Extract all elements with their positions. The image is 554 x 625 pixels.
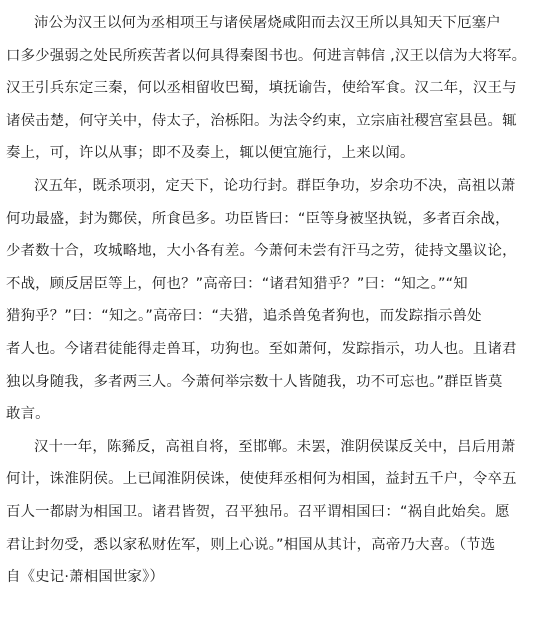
text-line: 汉王引兵东定三秦，何以丞相留收巴蜀，填抚谕告，使给军食。汉二年，汉王与 (6, 80, 517, 97)
text-line: 汉五年，既杀项羽，定天下，论功行封。群臣争功，岁余功不决，高祖以萧 (34, 177, 516, 194)
text-line: 自《史记·萧相国世家》） (6, 569, 165, 586)
paragraph-1 (6, 7, 546, 170)
paragraph-2 (6, 170, 546, 431)
text-line: 汉十一年，陈豨反，高祖自将，至邯郸。未罢，淮阴侯谋反关中，吕后用萧 (34, 438, 516, 455)
paragraph-3 (6, 431, 546, 594)
text-line: 猎狗乎？”曰：“知之。”高帝曰：“夫猎，追杀兽兔者狗也，而发踪指示兽处 (6, 308, 482, 325)
text-line: 者人也。今诸君徒能得走兽耳，功狗也。至如萧何，发踪指示，功人也。且诸君 (6, 340, 517, 357)
text-line: 沛公为汉王以何为丞相项王与诸侯屠烧咸阳而去汉王所以具知天下厄塞户 (34, 15, 501, 31)
text-line: 何功最盛，封为酂侯，所食邑多。功臣皆曰：“臣等身被坚执锐，多者百余战， (6, 210, 510, 227)
text-line: 何计，诛淮阴侯。上已闻淮阴侯诛，使使拜丞相何为相国，益封五千户，令卒五 (6, 471, 517, 488)
text-line: 诸侯击楚，何守关中，侍太子，治栎阳。为法令约束，立宗庙社稷宫室县邑。辄 (6, 112, 517, 129)
document-body (6, 7, 546, 594)
text-line: 奏上，可，许以从事；即不及奏上，辄以便宜施行，上来以闻。 (6, 145, 415, 162)
text-line: 不战，顾反居臣等上，何也？”高帝曰：“诸君知猎乎？”曰：“知之。”“知 (6, 275, 468, 292)
text-line: 少者数十合，攻城略地，大小各有差。今萧何未尝有汗马之劳，徒持文墨议论， (6, 243, 517, 260)
text-line: 敢言。 (6, 406, 50, 423)
text-line: 君让封勿受，悉以家私财佐军，则上心说。”相国从其计，高帝乃大喜。（节选 (6, 536, 496, 553)
text-line: 独以身随我，多者两三人。今萧何举宗数十人皆随我，功不可忘也。”群臣皆莫 (6, 373, 503, 390)
text-line: 口多少强弱之处民所疾苦者以何具得秦图书也。何进言韩信 ,汉王以信为大将军。 (6, 47, 527, 64)
text-line: 百人一都尉为相国卫。诸君皆贺，召平独吊。召平谓相国曰：“祸自此始矣。愿 (6, 503, 510, 520)
